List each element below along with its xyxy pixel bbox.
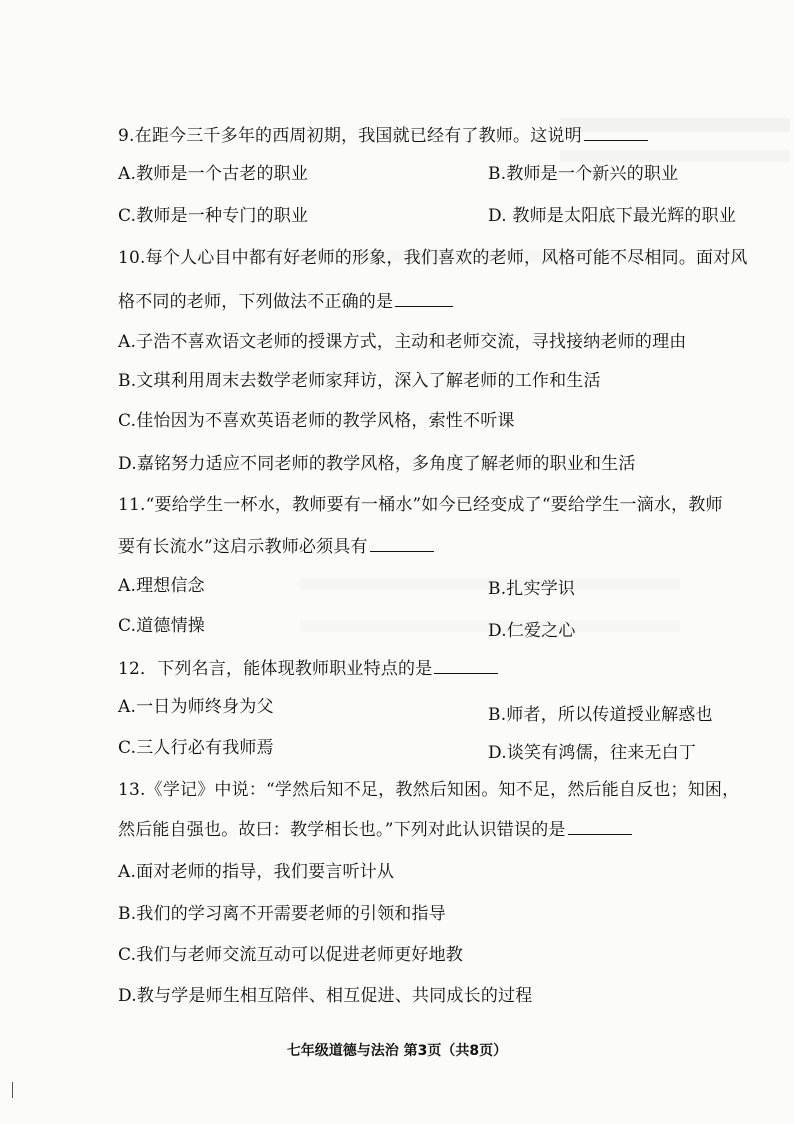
- q9-option-a: A.教师是一个古老的职业: [118, 164, 309, 184]
- q11-stem-line2: 要有长流水”这启示教师必须具有: [118, 535, 434, 558]
- q9-answer-blank[interactable]: [584, 124, 648, 141]
- q9-option-b: B.教师是一个新兴的职业: [488, 164, 679, 184]
- q13-stem-line1: 13.《学记》中说：“学然后知不足，教然后知困。知不足，然后能自反也；知困，: [118, 780, 740, 800]
- q10-answer-blank[interactable]: [395, 290, 453, 307]
- q10-option-c: C.佳怡因为不喜欢英语老师的教学风格，索性不听课: [118, 411, 515, 431]
- q12-option-c: C.三人行必有我师焉: [118, 738, 274, 758]
- q9-option-c: C.教师是一种专门的职业: [118, 206, 309, 226]
- q11-option-b: B.扎实学识: [488, 579, 576, 599]
- q13-option-b: B.我们的学习离不开需要老师的引领和指导: [118, 904, 446, 924]
- q13-option-c: C.我们与老师交流互动可以促进老师更好地教: [118, 945, 464, 965]
- q11-stem-line1: 11.“要给学生一杯水，教师要有一桶水”如今已经变成了“要给学生一滴水，教师: [118, 495, 723, 515]
- show-through-band: [560, 150, 790, 162]
- q10-option-a: A.子浩不喜欢语文老师的授课方式，主动和老师交流，寻找接纳老师的理由: [118, 332, 687, 352]
- q9-option-d: D. 教师是太阳底下最光辉的职业: [488, 206, 737, 226]
- scan-edge-mark: [12, 1082, 13, 1098]
- q11-answer-blank[interactable]: [370, 535, 434, 552]
- q12-option-b: B.师者，所以传道授业解惑也: [488, 705, 713, 725]
- q10-option-d: D.嘉铭努力适应不同老师的教学风格，多角度了解老师的职业和生活: [118, 454, 636, 474]
- q9-stem: 9.在距今三千多年的西周初期，我国就已经有了教师。这说明: [118, 124, 648, 147]
- q10-stem-line1: 10.每个人心目中都有好老师的形象，我们喜欢的老师，风格可能不尽相同。面对风: [118, 248, 748, 268]
- q13-stem-line2: 然后能自强也。故曰：教学相长也。”下列对此认识错误的是: [118, 818, 632, 841]
- q11-option-c: C.道德情操: [118, 616, 206, 636]
- q12-option-a: A.一日为师终身为父: [118, 697, 274, 717]
- q13-option-d: D.教与学是师生相互陪伴、相互促进、共同成长的过程: [118, 986, 533, 1006]
- q10-stem-line2: 格不同的老师，下列做法不正确的是: [118, 290, 453, 313]
- q11-option-d: D.仁爱之心: [488, 621, 576, 641]
- q12-stem: 12．下列名言，能体现教师职业特点的是: [118, 657, 498, 680]
- q12-option-d: D.谈笑有鸿儒，往来无白丁: [488, 743, 697, 763]
- q11-option-a: A.理想信念: [118, 576, 205, 596]
- page-footer: 七年级道德与法治 第3页（共8页）: [286, 1043, 508, 1059]
- q13-option-a: A.面对老师的指导，我们要言听计从: [118, 862, 395, 882]
- q13-answer-blank[interactable]: [568, 818, 632, 835]
- q12-answer-blank[interactable]: [434, 657, 498, 674]
- q10-option-b: B.文琪利用周末去数学老师家拜访，深入了解老师的工作和生活: [118, 371, 601, 391]
